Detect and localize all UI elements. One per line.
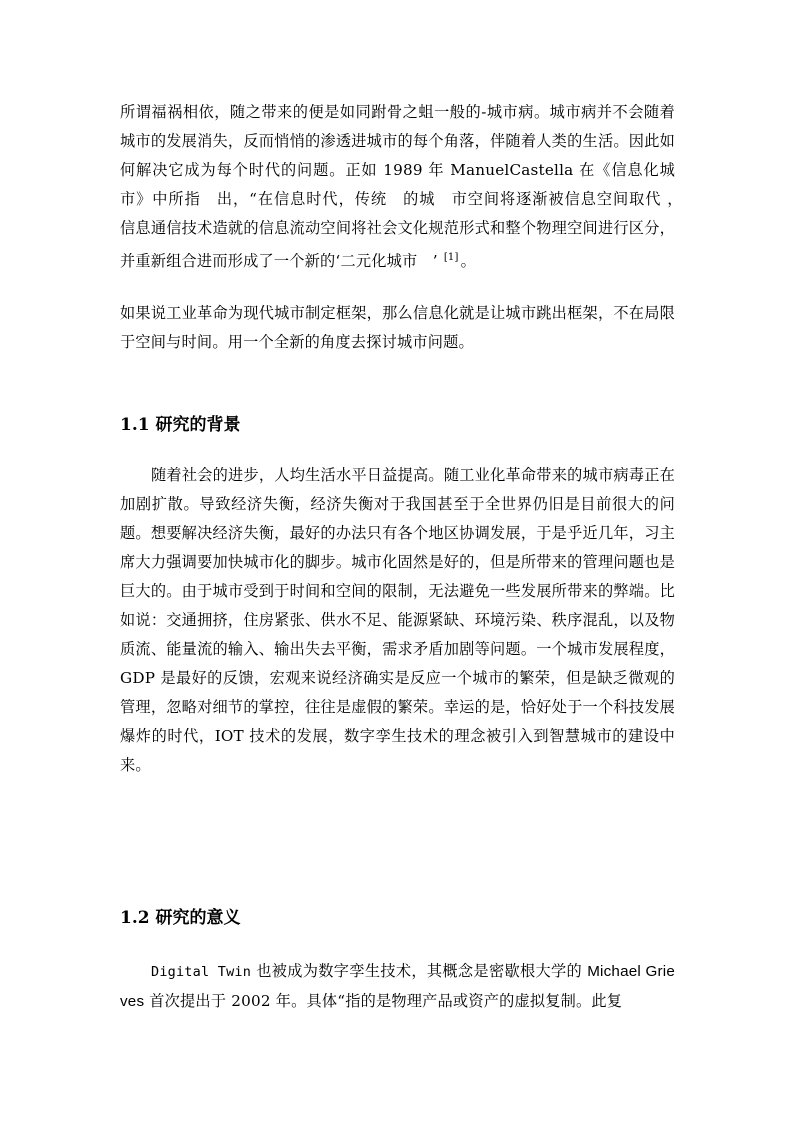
person-name: Michael Grieves xyxy=(120,963,675,1010)
significance-text-a: 也被成为数字孪生技术，其概念是密歇根大学的 xyxy=(251,962,588,980)
section-heading-background: 1.1 研究的背景 xyxy=(120,415,241,435)
section-body-significance xyxy=(120,957,675,1016)
intro-paragraph-1 xyxy=(120,98,691,276)
intro-paragraph-1-tail: 。 xyxy=(460,252,476,270)
intro-paragraph-2: 如果说工业革命为现代城市制定框架，那么信息化就是让城市跳出框架，不在局限于空间与时间。用一个全新的角度去探讨城市问题。 xyxy=(120,304,675,351)
significance-text-b: 首次提出于 2002 年。具体“指的是物理产品或资产的虚拟复制。此复 xyxy=(144,992,623,1010)
citation-ref: [1] xyxy=(443,252,459,263)
intro-paragraph-1-text: 所谓福祸相依，随之带来的便是如同跗骨之蛆一般的-城市病。城市病并不会随着城市的发展消失，反而悄悄的渗透进城市的每个角落，伴随着人类的生活。因此如何解决它成为每个时代的问题。正如 1989 年 ManuelCastella 在《信息化城市》中所指 出，“在信息时代，传统 的城 市空间将逐渐被信息空间取代 ， 信息通信技术造就的信息流动空间将社会文化规范形式和整个物理空间进行区分，并重新组合进而形成了一个新的‘二元化城市 ’ xyxy=(120,103,691,270)
section-heading-significance: 1.2 研究的意义 xyxy=(120,908,241,928)
term-digital-twin: Digital Twin xyxy=(151,964,252,980)
section-body-background: 随着社会的进步，人均生活水平日益提高。随工业化革命带来的城市病毒正在加剧扩散。导致经济失衡，经济失衡对于我国甚至于全世界仍旧是目前很大的问题。想要解决经济失衡，最好的办法只有各个地区协调发展，于是乎近几年，习主席大力强调要加快城市化的脚步。城市化固然是好的，但是所带来的管理问题也是巨大的。由于城市受到于时间和空间的限制，无法避免一些发展所带来的弊端。比如说：交通拥挤，住房紧张、供水不足、能源紧缺、环境污染、秩序混乱，以及物质流、能量流的输入、输出失去平衡，需求矛盾加剧等问题。一个城市发展程度，GDP 是最好的反馈，宏观来说经济确实是反应一个城市的繁荣，但是缺乏微观的管理，忽略对细节的掌控，往往是虚假的繁荣。幸运的是，恰好处于一个科技发展爆炸的时代，IOT 技术的发展，数字孪生技术的理念被引入到智慧城市的建设中来。 xyxy=(120,466,675,774)
